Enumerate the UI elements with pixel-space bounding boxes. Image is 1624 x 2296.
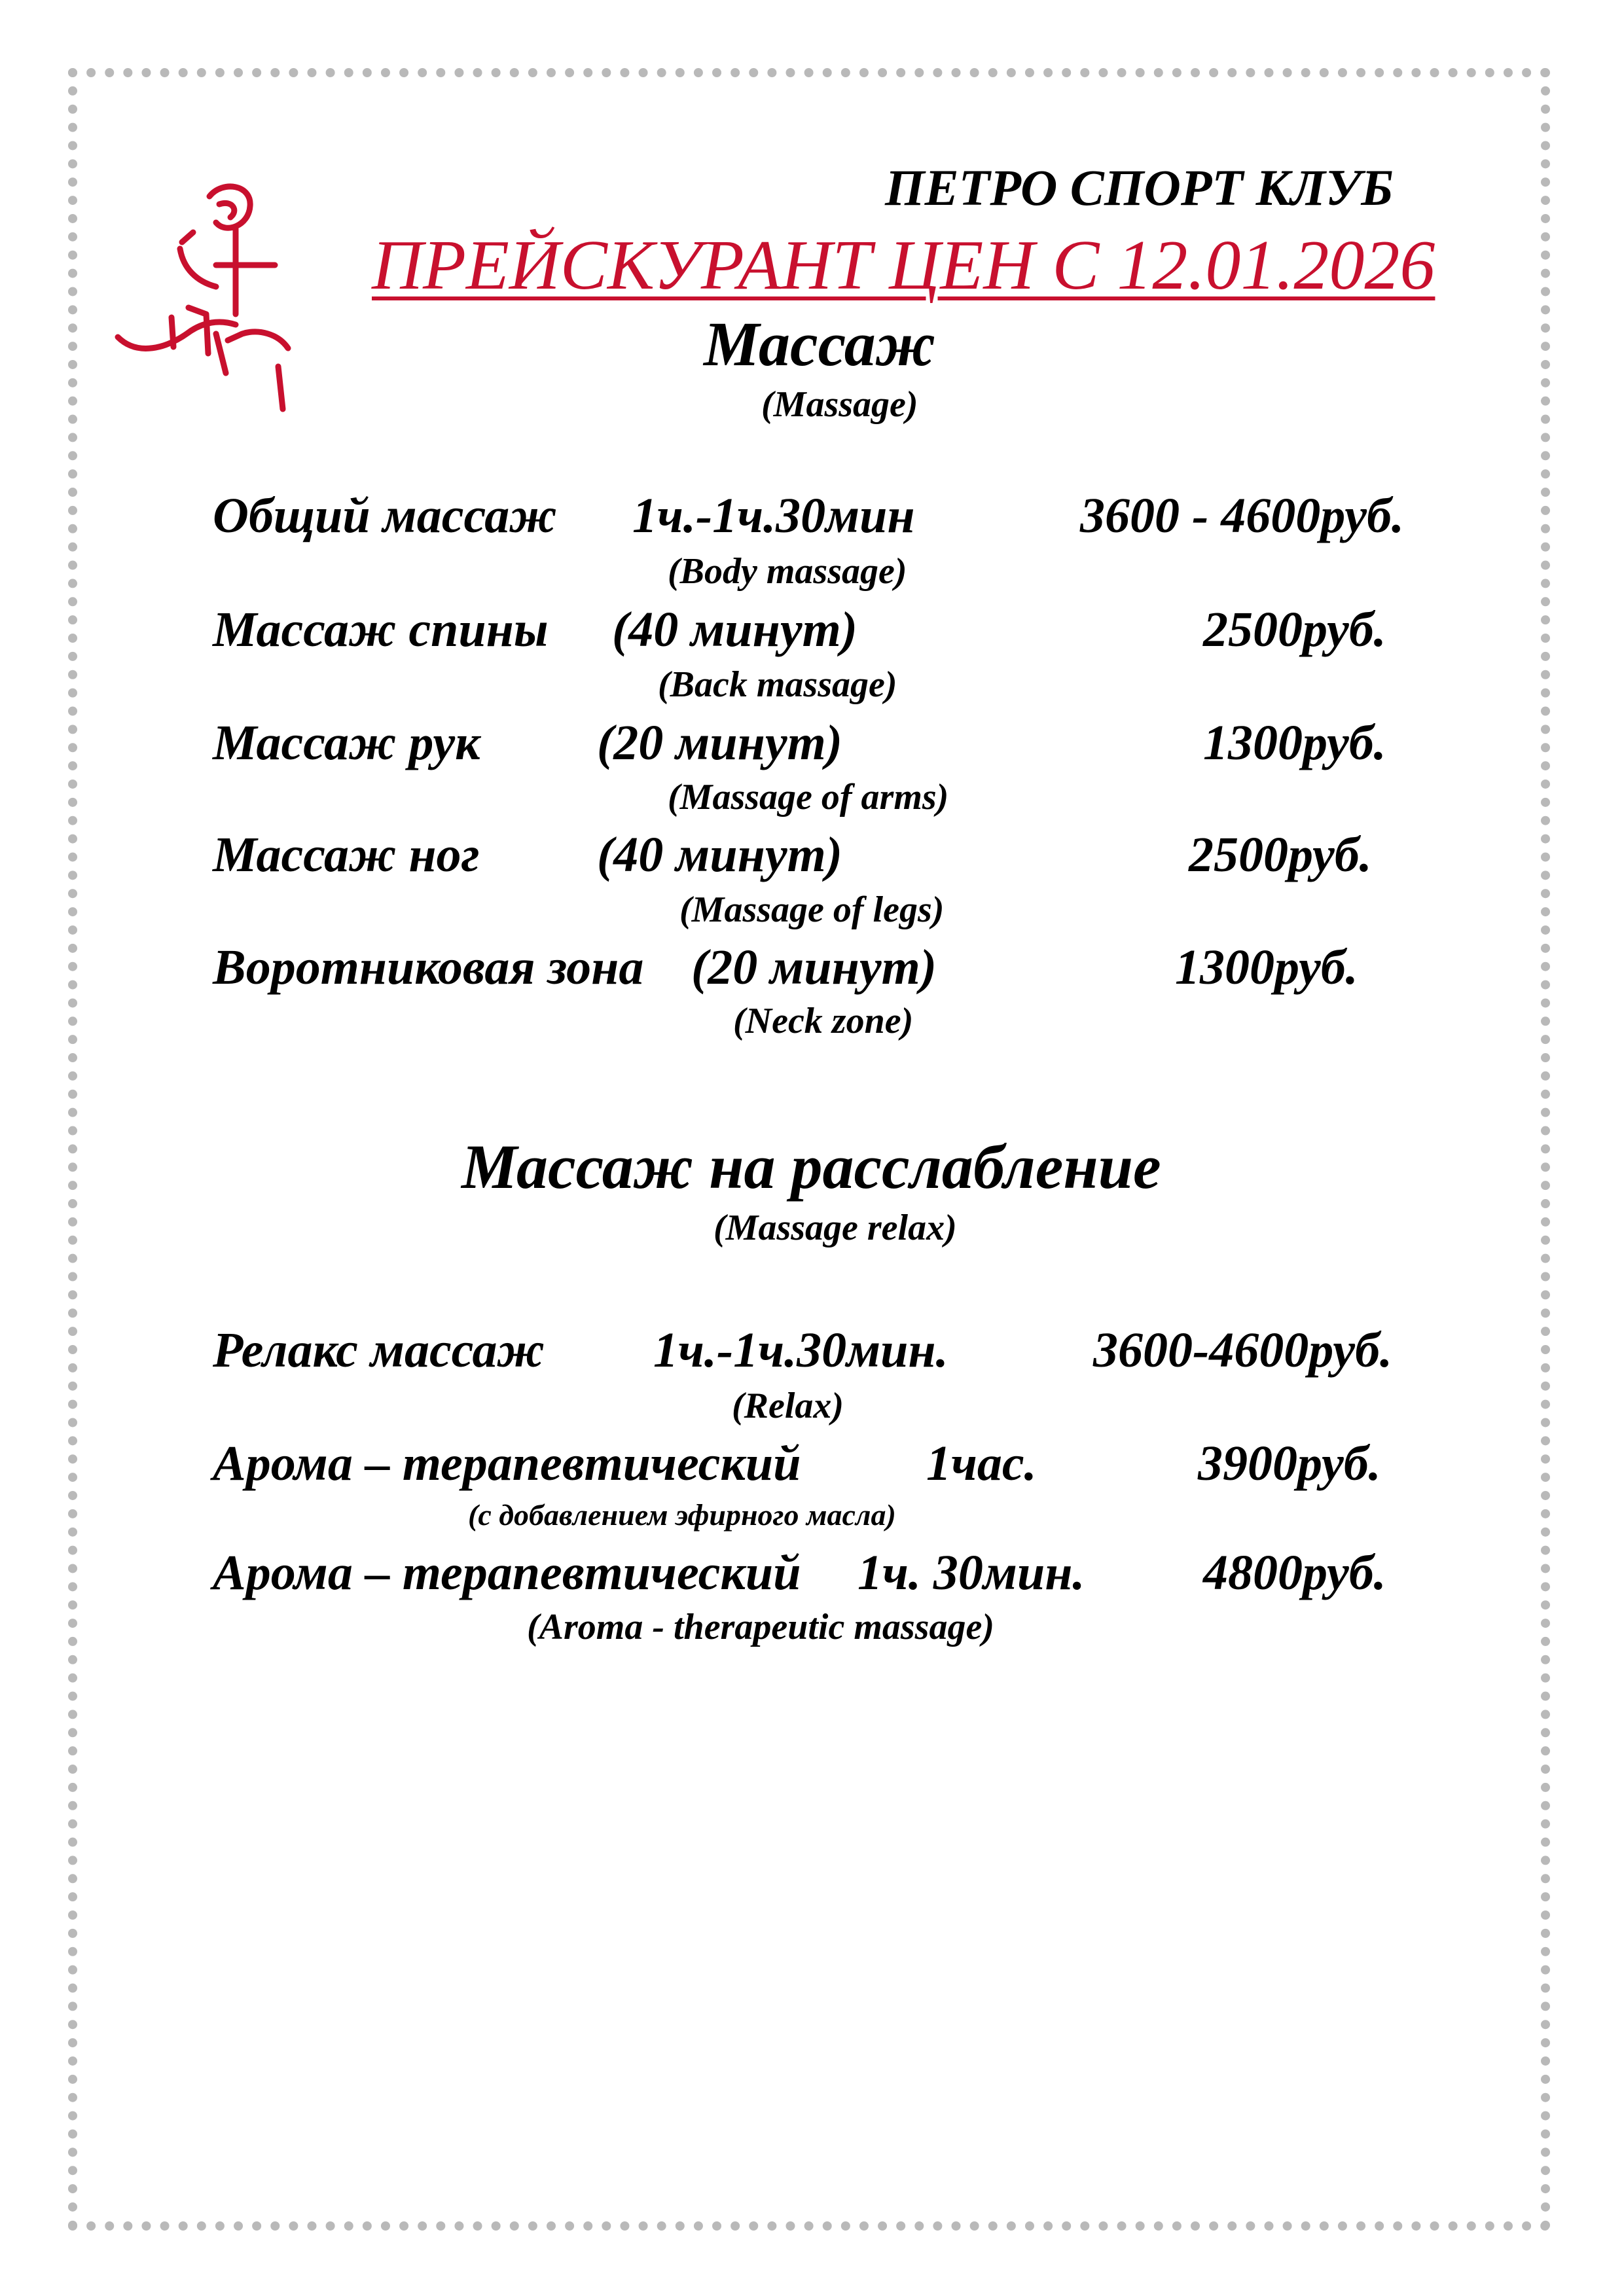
item-price: 3600-4600руб. [1093, 1323, 1392, 1378]
item-name: Арома – терапевтический [213, 1545, 801, 1600]
section-title-massage: Массаж [704, 309, 936, 379]
item-note: (Neck zone) [733, 1001, 914, 1041]
section-title-relax: Массаж на расслабление [461, 1132, 1161, 1202]
item-name: Релакс массаж [213, 1323, 545, 1378]
item-price: 2500руб. [1189, 827, 1372, 882]
item-note: (Body massage) [668, 551, 907, 592]
item-note: (Back massage) [658, 664, 897, 705]
item-price: 3900руб. [1198, 1436, 1381, 1491]
section-subtitle-relax: (Massage relax) [713, 1208, 957, 1248]
item-price: 1300руб. [1175, 940, 1358, 995]
item-duration: 1час. [926, 1436, 1037, 1491]
item-name: Арома – терапевтический [213, 1436, 801, 1491]
item-price: 1300руб. [1203, 715, 1386, 770]
item-duration: (40 минут) [612, 602, 857, 657]
item-name: Воротниковая зона [213, 940, 644, 995]
item-note: (Relax) [732, 1386, 844, 1426]
item-duration: 1ч.-1ч.30мин [632, 488, 915, 543]
item-price: 2500руб. [1203, 602, 1386, 657]
club-name: ПЕТРО СПОРТ КЛУБ [885, 159, 1394, 216]
item-note: (с добавлением эфирного масла) [468, 1498, 896, 1532]
item-note: (Aroma - therapeutic massage) [527, 1607, 994, 1647]
item-price: 4800руб. [1203, 1545, 1386, 1600]
item-duration: (20 минут) [691, 940, 937, 995]
item-duration: 1ч. 30мин. [857, 1545, 1085, 1600]
item-price: 3600 - 4600руб. [1080, 488, 1404, 543]
item-name: Массаж рук [213, 715, 480, 770]
item-name: Массаж спины [213, 602, 549, 657]
item-note: (Massage of legs) [679, 889, 945, 930]
item-duration: (40 минут) [597, 827, 842, 882]
item-name: Общий массаж [213, 488, 557, 543]
section-subtitle-massage: (Massage) [761, 384, 918, 425]
item-duration: (20 минут) [597, 715, 842, 770]
item-duration: 1ч.-1ч.30мин. [653, 1323, 948, 1378]
page-title: ПРЕЙСКУРАНТ ЦЕН С 12.01.2026 [372, 226, 1435, 304]
item-name: Массаж ног [213, 827, 480, 882]
runner-logo-icon [111, 177, 308, 425]
item-note: (Massage of arms) [668, 777, 949, 817]
